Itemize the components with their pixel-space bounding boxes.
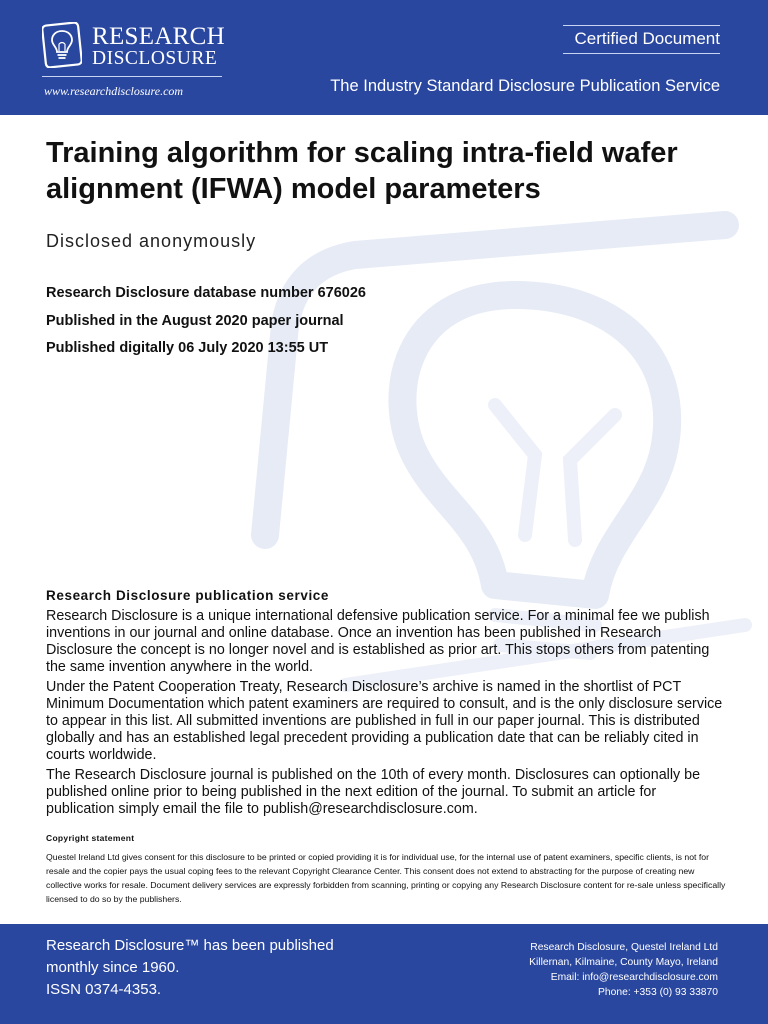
header-tagline: The Industry Standard Disclosure Publication Service xyxy=(330,77,720,95)
title-line-1: Training algorithm for scaling intra-field wafer xyxy=(46,137,678,169)
copyright-heading: Copyright statement xyxy=(46,833,135,843)
footer-email[interactable]: Email: info@researchdisclosure.com xyxy=(550,972,718,983)
footer-line-3: ISSN 0374-4353. xyxy=(46,981,162,998)
footer-contact xyxy=(529,940,718,1000)
published-digital: Published digitally 06 July 2020 13:55 UT xyxy=(46,340,329,356)
title-line-2: alignment (IFWA) model parameters xyxy=(46,173,541,205)
logo-subtitle: DISCLOSURE xyxy=(92,48,218,69)
footer-line-2: monthly since 1960. xyxy=(46,959,180,976)
footer-banner xyxy=(0,924,768,1024)
footer-address: Killernan, Kilmaine, County Mayo, Ireland xyxy=(529,957,718,968)
footer-phone: Phone: +353 (0) 93 33870 xyxy=(598,987,718,998)
logo-url[interactable]: www.researchdisclosure.com xyxy=(44,84,184,98)
lightbulb-icon xyxy=(42,22,82,68)
service-paragraph-3: The Research Disclosure journal is published on the 10th of every month. Disclosures can optionally be published online prior to being published in the next edition of the journal. To submit an article for publication simply email the file to publish@researchdisclosure.com. xyxy=(46,767,701,817)
logo-title: RESEARCH xyxy=(92,23,225,50)
footer-publication-info xyxy=(46,935,334,1001)
document-title xyxy=(46,135,736,207)
service-section xyxy=(46,588,726,821)
certified-rule-bottom xyxy=(563,53,720,54)
certified-rule-top xyxy=(563,25,720,26)
certified-label: Certified Document xyxy=(574,29,720,48)
footer-line-1: Research Disclosure™ has been published xyxy=(46,937,334,954)
published-paper: Published in the August 2020 paper journal xyxy=(46,313,344,329)
service-paragraph-1: Research Disclosure is a unique international defensive publication service. For a minimal fee we publish inventions in our journal and online database. Once an invention has been published in Research Disclosure the concept is no longer novel and is established as prior art. This stops others from patenting the same invention anywhere in the world. xyxy=(46,608,710,675)
author-line: Disclosed anonymously xyxy=(46,231,257,251)
service-paragraph-2: Under the Patent Cooperation Treaty, Research Disclosure’s archive is named in the shortlist of PCT Minimum Documentation which patent examiners are required to consult, and is the only disclosure service to appear in this list. All submitted inventions are published in full in our paper journal. This is distributed globally and has an established legal precedent providing a publication date that can be reliably cited in courts worldwide. xyxy=(46,679,723,763)
logo-divider xyxy=(42,76,222,77)
header-banner xyxy=(0,0,768,115)
service-heading: Research Disclosure publication service xyxy=(46,588,330,603)
copyright-section xyxy=(46,833,726,906)
copyright-text: Questel Ireland Ltd gives consent for this disclosure to be printed or copied providing it is for individual use, for the internal use of patent examiners, specific clients, is not for resale and the copier pays the usual coping fees to the relevant Copyright Clearance Center. This consent does not extend to abstracting for the purpose of creating new collective works for resale. Document delivery services are expressly forbidden from scanning, printing or copying any Research Disclosure content for re-sale unless specifically licensed to do so by the publishers. xyxy=(46,852,726,904)
database-number: Research Disclosure database number 676026 xyxy=(46,285,366,301)
footer-company: Research Disclosure, Questel Ireland Ltd xyxy=(530,942,718,953)
